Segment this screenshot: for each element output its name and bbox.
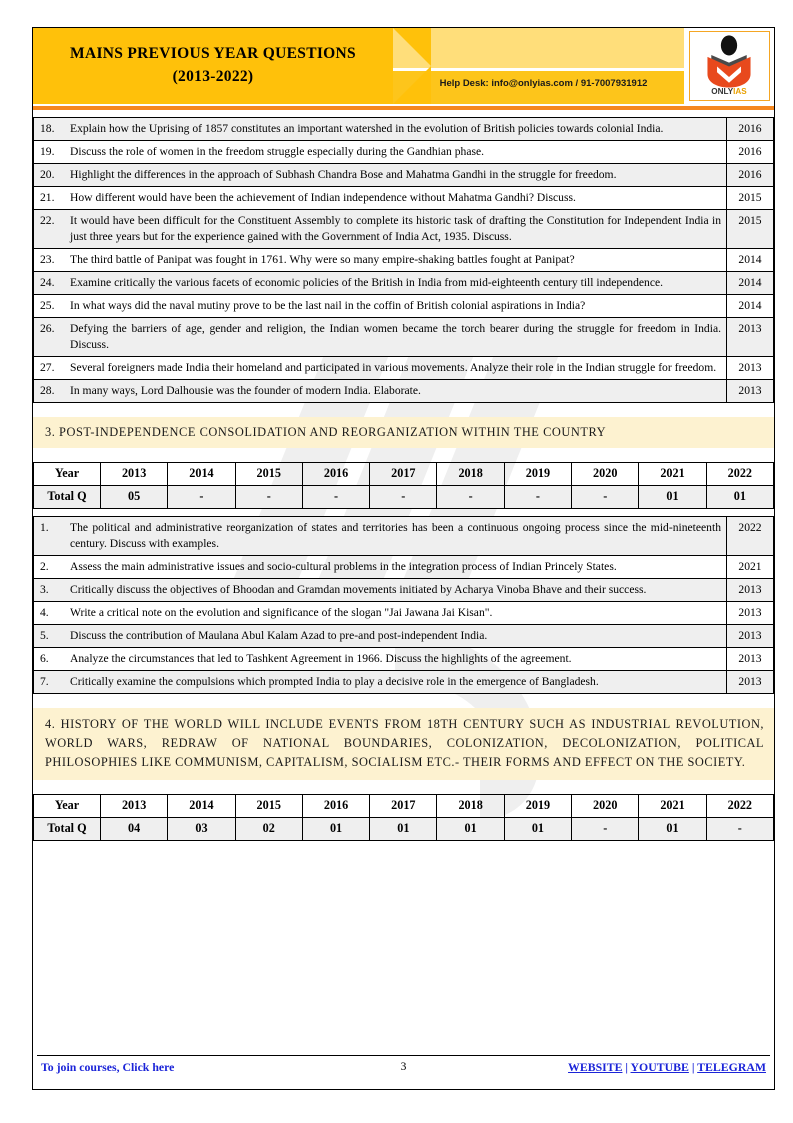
year-cell: 2020 [572, 794, 639, 817]
table-row [34, 517, 774, 556]
banner-arrow-shape [393, 28, 431, 104]
year-summary-table-4-body [34, 794, 774, 840]
question-number: 21. [34, 186, 67, 209]
total-q-cell: - [572, 817, 639, 840]
questions-table-1-body [34, 118, 774, 403]
total-q-cell: 01 [639, 486, 706, 509]
question-text: Critically examine the compulsions which prompted India to play a decisive role in the emergence of Bangladesh. [66, 670, 727, 693]
header-divider [33, 106, 774, 110]
year-cell: 2016 [302, 794, 369, 817]
total-row-label: Total Q [34, 486, 101, 509]
header-title-line2: (2013-2022) [172, 68, 254, 86]
question-year: 2021 [727, 555, 774, 578]
total-q-cell: 01 [302, 817, 369, 840]
question-number: 27. [34, 356, 67, 379]
year-cell: 2014 [168, 794, 235, 817]
table-row [34, 379, 774, 402]
question-number: 18. [34, 118, 67, 141]
question-text: Examine critically the various facets of economic policies of the British in India from mid-eighteenth century till independence. [66, 271, 727, 294]
year-header-row [34, 463, 774, 486]
question-text: In what ways did the naval mutiny prove to be the last nail in the coffin of British colonial aspirations in India? [66, 294, 727, 317]
question-year: 2016 [727, 118, 774, 141]
table-row [34, 601, 774, 624]
footer-link-separator: | [622, 1060, 631, 1074]
question-number: 20. [34, 163, 67, 186]
year-cell: 2021 [639, 463, 706, 486]
question-number: 2. [34, 555, 67, 578]
question-year: 2016 [727, 163, 774, 186]
question-year: 2014 [727, 248, 774, 271]
header-title-line1: MAINS PREVIOUS YEAR QUESTIONS [70, 45, 356, 62]
year-cell: 2018 [437, 463, 504, 486]
total-q-cell: 02 [235, 817, 302, 840]
year-summary-table-4 [33, 794, 774, 841]
table-row [34, 555, 774, 578]
total-q-cell: - [168, 486, 235, 509]
section-4-heading: 4. HISTORY OF THE WORLD WILL INCLUDE EVENTS FROM 18TH CENTURY SUCH AS INDUSTRIAL REVOLUTION, WORLD WARS, REDRAW OF NATIONAL BOUNDARIES, COLONIZATION, DECOLONIZATION, POLITICAL PHILOSOPHIES LIKE COMMUNISM, CAPITALISM, SOCIALISM ETC.- THEIR FORMS AND EFFECT ON THE SOCIETY. [33, 708, 774, 780]
year-summary-table-3-body [34, 463, 774, 509]
total-q-cell: 01 [706, 486, 773, 509]
year-cell: 2015 [235, 794, 302, 817]
year-summary-4-wrap [33, 794, 774, 841]
year-cell: 2015 [235, 463, 302, 486]
question-number: 3. [34, 578, 67, 601]
question-text: Discuss the contribution of Maulana Abul Kalam Azad to pre-and post-independent India. [66, 624, 727, 647]
total-q-cell: 03 [168, 817, 235, 840]
footer-link-website[interactable]: WEBSITE [568, 1060, 623, 1074]
footer-link-separator: | [688, 1060, 698, 1074]
table-row [34, 140, 774, 163]
question-year: 2013 [727, 624, 774, 647]
table-row [34, 647, 774, 670]
question-number: 24. [34, 271, 67, 294]
question-year: 2013 [727, 647, 774, 670]
table-row [34, 578, 774, 601]
total-q-cell: 01 [370, 817, 437, 840]
question-year: 2022 [727, 517, 774, 556]
year-cell: 2020 [572, 463, 639, 486]
question-text: The political and administrative reorganization of states and territories has been a continuous ongoing process since the mid-nineteenth century. Discuss with examples. [66, 517, 727, 556]
year-cell: 2013 [101, 463, 168, 486]
question-year: 2014 [727, 271, 774, 294]
year-cell: 2014 [168, 463, 235, 486]
question-number: 28. [34, 379, 67, 402]
total-q-cell: 01 [639, 817, 706, 840]
join-courses-link[interactable]: To join courses, Click here [41, 1060, 175, 1074]
question-text: Discuss the role of women in the freedom struggle especially during the Gandhian phase. [66, 140, 727, 163]
year-cell: 2021 [639, 794, 706, 817]
footer-row [33, 1056, 774, 1075]
question-year: 2013 [727, 317, 774, 356]
table-row [34, 209, 774, 248]
year-summary-table-3 [33, 462, 774, 509]
total-q-cell: 01 [504, 817, 571, 840]
table-row [34, 670, 774, 693]
total-q-row [34, 486, 774, 509]
question-text: Several foreigners made India their homeland and participated in various movements. Analyze their role in the Indian struggle for freedom. [66, 356, 727, 379]
total-q-cell: 01 [437, 817, 504, 840]
year-header-row [34, 794, 774, 817]
year-cell: 2019 [504, 794, 571, 817]
question-number: 19. [34, 140, 67, 163]
question-number: 23. [34, 248, 67, 271]
page-footer [33, 1055, 774, 1075]
help-desk-text: Help Desk: info@onlyias.com / 91-7007931912 [439, 78, 648, 89]
table-row [34, 271, 774, 294]
year-cell: 2019 [504, 463, 571, 486]
total-q-cell: - [706, 817, 773, 840]
svg-text:ONLYIAS: ONLYIAS [711, 87, 747, 97]
question-text: Critically discuss the objectives of Bhoodan and Gramdan movements initiated by Acharya Vinoba Bhave and their success. [66, 578, 727, 601]
section-3-heading: 3. POST-INDEPENDENCE CONSOLIDATION AND REORGANIZATION WITHIN THE COUNTRY [33, 417, 774, 448]
question-year: 2013 [727, 356, 774, 379]
question-year: 2013 [727, 601, 774, 624]
question-text: How different would have been the achievement of Indian independence without Mahatma Gandhi? Discuss. [66, 186, 727, 209]
questions-table-2-body [34, 517, 774, 694]
question-year: 2015 [727, 209, 774, 248]
question-number: 25. [34, 294, 67, 317]
onlyias-logo [689, 31, 770, 101]
table-row [34, 624, 774, 647]
total-q-cell: - [370, 486, 437, 509]
question-text: Highlight the differences in the approach of Subhash Chandra Bose and Mahatma Gandhi in the struggle for freedom. [66, 163, 727, 186]
year-cell: 2022 [706, 463, 773, 486]
year-cell: 2018 [437, 794, 504, 817]
header-title [33, 42, 393, 89]
table-row [34, 118, 774, 141]
question-year: 2014 [727, 294, 774, 317]
total-q-cell: 04 [101, 817, 168, 840]
question-number: 7. [34, 670, 67, 693]
year-cell: 2022 [706, 794, 773, 817]
total-q-cell: - [437, 486, 504, 509]
footer-link-youtube[interactable]: YOUTUBE [630, 1060, 689, 1074]
table-row [34, 163, 774, 186]
question-year: 2013 [727, 379, 774, 402]
question-text: Analyze the circumstances that led to Tashkent Agreement in 1966. Discuss the highlights of the agreement. [66, 647, 727, 670]
total-q-cell: - [235, 486, 302, 509]
table-row [34, 356, 774, 379]
table-row [34, 317, 774, 356]
question-year: 2013 [727, 670, 774, 693]
question-text: The third battle of Panipat was fought in 1761. Why were so many empire-shaking battles fought at Panipat? [66, 248, 727, 271]
total-q-cell: - [302, 486, 369, 509]
total-q-row [34, 817, 774, 840]
year-cell: 2017 [370, 794, 437, 817]
table-row [34, 294, 774, 317]
question-text: It would have been difficult for the Constituent Assembly to complete its historic task of drafting the Constitution for Independent India in just three years but for the experience gained with the Government of India Act, 1935. Discuss. [66, 209, 727, 248]
year-summary-3-wrap [33, 462, 774, 509]
table-row [34, 248, 774, 271]
question-text: Defying the barriers of age, gender and religion, the Indian women became the torch bearer during the struggle for freedom in India. Discuss. [66, 317, 727, 356]
question-text: Write a critical note on the evolution and significance of the slogan "Jai Jawana Jai Kisan". [66, 601, 727, 624]
question-text: In many ways, Lord Dalhousie was the founder of modern India. Elaborate. [66, 379, 727, 402]
question-number: 22. [34, 209, 67, 248]
total-q-cell: - [572, 486, 639, 509]
page-content [33, 28, 774, 841]
question-number: 5. [34, 624, 67, 647]
question-text: Explain how the Uprising of 1857 constitutes an important watershed in the evolution of British policies towards colonial India. [66, 118, 727, 141]
table-row [34, 186, 774, 209]
question-year: 2013 [727, 578, 774, 601]
question-year: 2016 [727, 140, 774, 163]
year-cell: 2013 [101, 794, 168, 817]
footer-link-telegram[interactable]: TELEGRAM [697, 1060, 766, 1074]
questions-table-1 [33, 117, 774, 403]
question-number: 1. [34, 517, 67, 556]
question-number: 4. [34, 601, 67, 624]
question-number: 26. [34, 317, 67, 356]
year-cell: 2016 [302, 463, 369, 486]
year-row-label: Year [34, 463, 101, 486]
total-q-cell: - [504, 486, 571, 509]
total-q-cell: 05 [101, 486, 168, 509]
footer-links [568, 1060, 766, 1075]
question-number: 6. [34, 647, 67, 670]
header-banner [33, 28, 774, 104]
total-row-label: Total Q [34, 817, 101, 840]
question-text: Assess the main administrative issues and socio-cultural problems in the integration process of Indian Princely States. [66, 555, 727, 578]
year-cell: 2017 [370, 463, 437, 486]
question-year: 2015 [727, 186, 774, 209]
year-row-label: Year [34, 794, 101, 817]
questions-table-2 [33, 516, 774, 694]
page-number: 3 [400, 1061, 407, 1073]
